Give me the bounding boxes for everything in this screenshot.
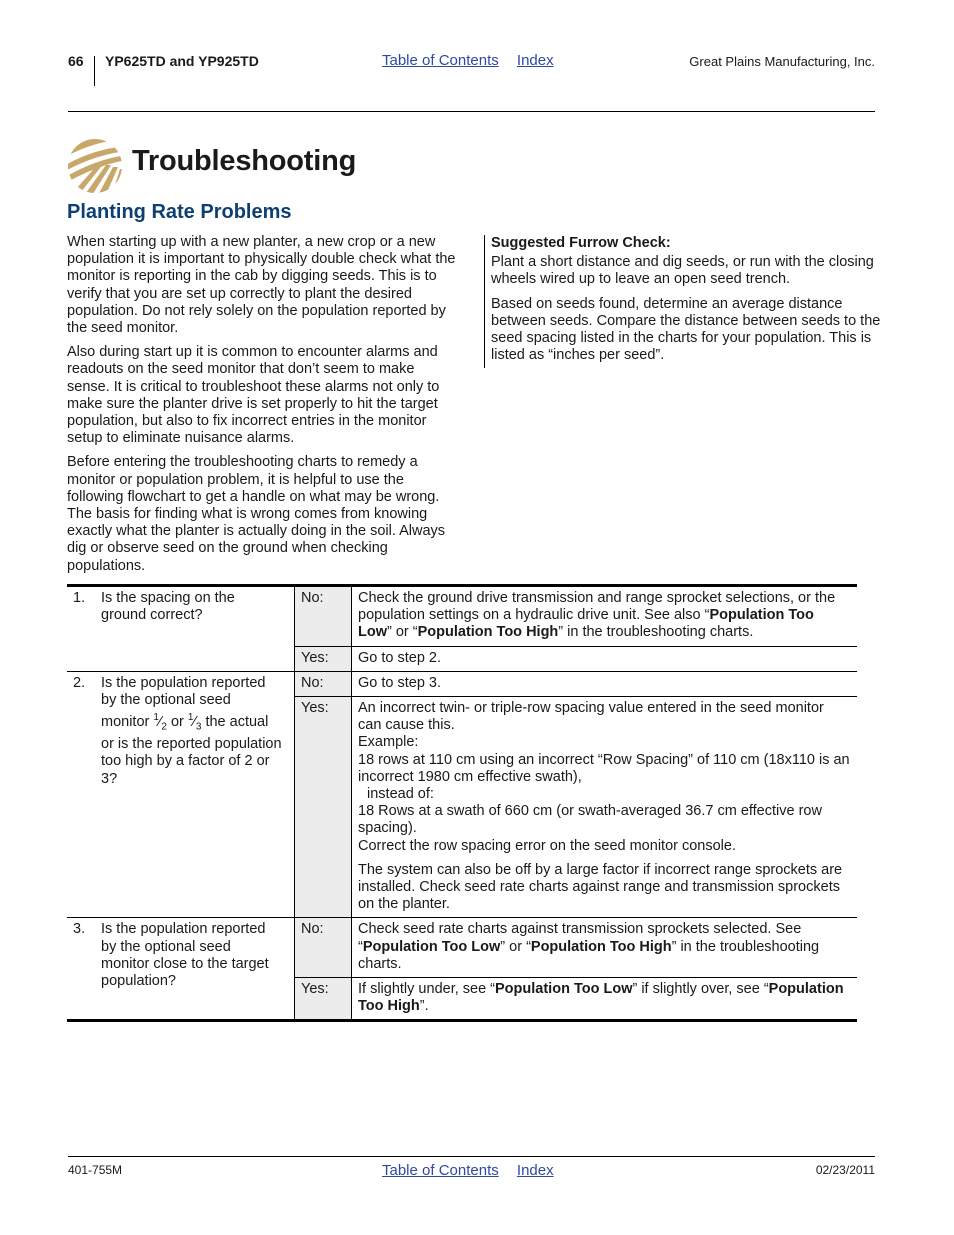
publication-date: 02/23/2011 [815, 1163, 875, 1177]
document-number: 401-755M [68, 1163, 123, 1177]
step-number: 1. [73, 590, 86, 606]
table-row [67, 918, 857, 978]
no-answer-cell: Go to step 3. [352, 671, 858, 696]
company-name: Great Plains Manufacturing, Inc. [689, 54, 875, 69]
step-number: 2. [73, 674, 86, 691]
great-plains-logo-icon [67, 137, 123, 195]
step-question-cell [67, 671, 295, 918]
no-answer-cell: Check seed rate charts against transmission sprockets selected. See “Population Too Low” or “Population Too High” in the troubleshooting charts. [352, 918, 858, 978]
footer-rule [68, 1156, 875, 1157]
header-nav [382, 52, 568, 69]
intro-paragraph-1: When starting up with a new planter, a new crop or a new population it is important to physically double check what the monitor is reporting in the cab by digging seeds. This is to verify that you are set up correctly to plant the desired population. Do not rely solely on the population reported by the seed monitor. [67, 234, 456, 337]
page-title: Troubleshooting [132, 145, 357, 177]
furrow-check-paragraph-2: Based on seeds found, determine an average distance between seeds. Compare the distance between seeds to the seed spacing listed in the charts for your population. This is listed as “inches per seed”. [491, 295, 881, 364]
yes-key-cell: Yes: [295, 697, 352, 918]
step-question: Is the population reported by the optional seed monitor $^1⁄_2$ or $^1⁄_3$ the actual or is the reported population too high by a factor of 2 or 3? [101, 674, 282, 787]
yes-answer-cell: An incorrect twin- or triple-row spacing value entered in the seed monitor can cause this. Example: 18 rows at 110 cm using an incorrect “Row Spacing” of 110 cm (18x110 is an incorrect 1980 cm effective swath), instead of: 18 Rows at a swath of 660 cm (or swath-averaged 36.7 cm effective row spacing). Correct the row spacing error on the seed monitor console. The system can also be off by a large factor if incorrect range sprockets are installed. Check seed rate charts against range and transmission sprockets on the planter. [352, 697, 858, 918]
furrow-check-heading: Suggested Furrow Check: [491, 235, 671, 251]
yes-answer-cell: Go to step 2. [352, 646, 858, 671]
page-number: 66 [68, 53, 84, 69]
table-row [67, 671, 857, 696]
footer-nav [382, 1162, 568, 1179]
furrow-check-box [484, 235, 881, 368]
index-link[interactable]: Index [516, 1162, 554, 1179]
toc-link[interactable]: Table of Contents [382, 52, 499, 69]
index-link[interactable]: Index [516, 52, 554, 69]
step-question: Is the spacing on the ground correct? [101, 590, 235, 624]
table-row [67, 586, 857, 647]
yes-key-cell: Yes: [295, 978, 352, 1021]
header-divider [94, 56, 95, 86]
intro-paragraph-3: Before entering the troubleshooting charts to remedy a monitor or population problem, it is helpful to use the following flowchart to get a handle on what may be wrong. The basis for finding what is wrong comes from knowing exactly what the planter is actually doing in the soil. Always dig or observe seed on the ground when checking populations. [67, 454, 446, 574]
step-question: Is the population reported by the optional seed monitor close to the target population? [101, 921, 269, 990]
furrow-check-paragraph-1: Plant a short distance and dig seeds, or run with the closing wheels wired up to leave an open seed trench. [491, 254, 874, 288]
step-number: 3. [73, 921, 86, 938]
no-key-cell: No: [295, 671, 352, 696]
yes-answer-cell: If slightly under, see “Population Too Low” if slightly over, see “Population Too High”. [352, 978, 858, 1021]
section-heading: Planting Rate Problems [67, 201, 292, 223]
toc-link[interactable]: Table of Contents [382, 1162, 499, 1179]
step-question-cell [67, 918, 295, 1021]
yes-key-cell: Yes: [295, 646, 352, 671]
no-key-cell: No: [295, 586, 352, 647]
no-key-cell: No: [295, 918, 352, 978]
troubleshooting-flow-table [67, 584, 857, 1022]
intro-paragraph-2: Also during start up it is common to encounter alarms and readouts on the seed monitor that don’t seem to make sense. It is critical to troubleshoot these alarms not only to make sure the planter drive is set properly to hit the target population, but also to fix incorrect entries in the monitor setup to eliminate nuisance alarms. [67, 344, 440, 447]
no-answer-cell: Check the ground drive transmission and range sprocket selections, or the population settings on a hydraulic drive unit. See also “Population Too Low” or “Population Too High” in the troubleshooting charts. [352, 586, 858, 647]
header-rule [68, 111, 875, 112]
manual-model: YP625TD and YP925TD [105, 53, 259, 69]
step-question-cell [67, 586, 295, 672]
intro-text [67, 234, 459, 582]
